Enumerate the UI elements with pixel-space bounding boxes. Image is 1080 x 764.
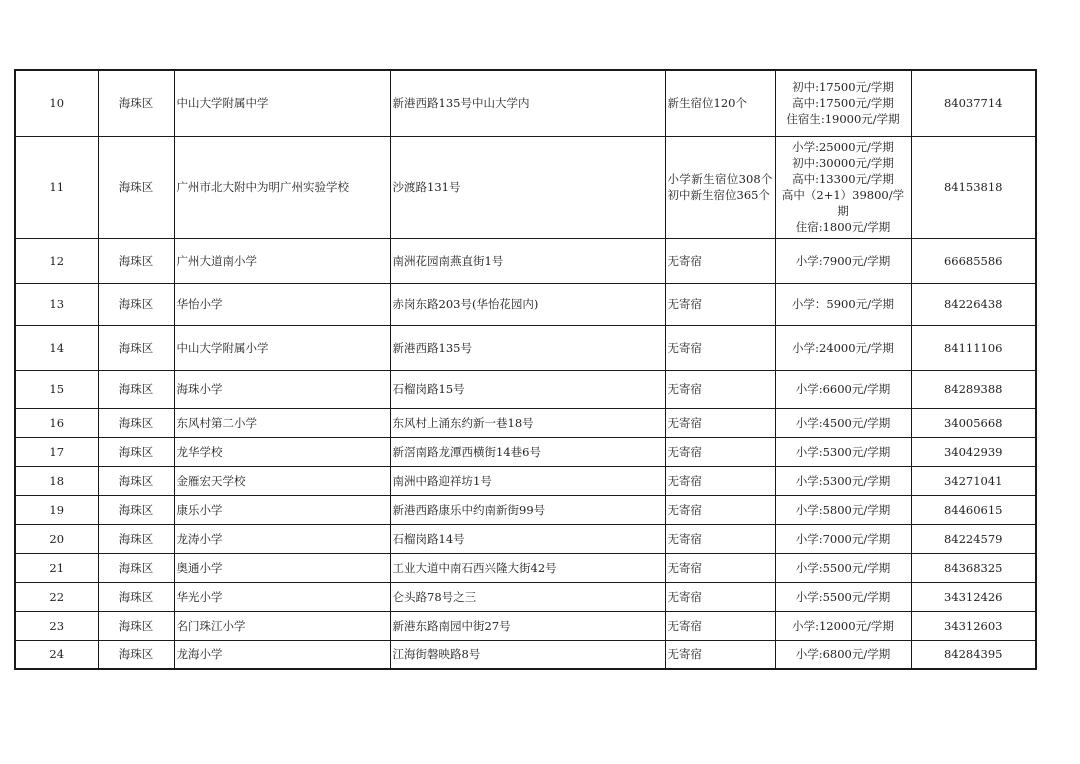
boarding-cell: 无寄宿 <box>665 582 775 611</box>
district-cell: 海珠区 <box>98 70 174 136</box>
row-number-cell: 10 <box>15 70 98 136</box>
boarding-cell: 无寄宿 <box>665 524 775 553</box>
tuition-fee-cell: 小学:7900元/学期 <box>775 238 911 283</box>
phone-cell: 84224579 <box>911 524 1036 553</box>
phone-cell: 84037714 <box>911 70 1036 136</box>
tuition-fee-cell: 小学:6800元/学期 <box>775 640 911 669</box>
school-fee-table <box>14 69 1037 670</box>
district-cell: 海珠区 <box>98 136 174 238</box>
phone-cell: 66685586 <box>911 238 1036 283</box>
boarding-cell: 无寄宿 <box>665 640 775 669</box>
district-cell: 海珠区 <box>98 524 174 553</box>
row-number-cell: 21 <box>15 553 98 582</box>
table-row <box>15 582 1036 611</box>
address-cell: 石榴岗路14号 <box>390 524 665 553</box>
tuition-fee-cell: 小学:4500元/学期 <box>775 408 911 437</box>
tuition-fee-cell: 小学:7000元/学期 <box>775 524 911 553</box>
school-name-cell: 广州市北大附中为明广州实验学校 <box>174 136 390 238</box>
table-row <box>15 553 1036 582</box>
row-number-cell: 17 <box>15 437 98 466</box>
row-number-cell: 12 <box>15 238 98 283</box>
district-cell: 海珠区 <box>98 370 174 408</box>
address-cell: 新滘南路龙潭西横街14巷6号 <box>390 437 665 466</box>
address-cell: 沙渡路131号 <box>390 136 665 238</box>
phone-cell: 84460615 <box>911 495 1036 524</box>
boarding-cell: 无寄宿 <box>665 325 775 370</box>
table-row <box>15 136 1036 238</box>
school-name-cell: 金雁宏天学校 <box>174 466 390 495</box>
school-name-cell: 海珠小学 <box>174 370 390 408</box>
phone-cell: 34312426 <box>911 582 1036 611</box>
tuition-fee-cell: 小学:24000元/学期 <box>775 325 911 370</box>
row-number-cell: 24 <box>15 640 98 669</box>
boarding-cell: 无寄宿 <box>665 437 775 466</box>
table-row <box>15 466 1036 495</box>
tuition-fee-cell: 小学:5800元/学期 <box>775 495 911 524</box>
row-number-cell: 16 <box>15 408 98 437</box>
tuition-fee-cell: 初中:17500元/学期 高中:17500元/学期 住宿生:19000元/学期 <box>775 70 911 136</box>
row-number-cell: 14 <box>15 325 98 370</box>
tuition-fee-cell: 小学：5900元/学期 <box>775 283 911 325</box>
phone-cell: 84289388 <box>911 370 1036 408</box>
table-row <box>15 70 1036 136</box>
tuition-fee-cell: 小学:5300元/学期 <box>775 437 911 466</box>
tuition-fee-cell: 小学:5300元/学期 <box>775 466 911 495</box>
address-cell: 石榴岗路15号 <box>390 370 665 408</box>
row-number-cell: 20 <box>15 524 98 553</box>
boarding-cell: 无寄宿 <box>665 283 775 325</box>
phone-cell: 84226438 <box>911 283 1036 325</box>
school-name-cell: 康乐小学 <box>174 495 390 524</box>
phone-cell: 34042939 <box>911 437 1036 466</box>
table-row <box>15 238 1036 283</box>
district-cell: 海珠区 <box>98 437 174 466</box>
boarding-cell: 新生宿位120个 <box>665 70 775 136</box>
district-cell: 海珠区 <box>98 495 174 524</box>
phone-cell: 84368325 <box>911 553 1036 582</box>
row-number-cell: 18 <box>15 466 98 495</box>
school-name-cell: 中山大学附属中学 <box>174 70 390 136</box>
boarding-cell: 无寄宿 <box>665 370 775 408</box>
school-name-cell: 东风村第二小学 <box>174 408 390 437</box>
district-cell: 海珠区 <box>98 238 174 283</box>
table-row <box>15 370 1036 408</box>
row-number-cell: 15 <box>15 370 98 408</box>
boarding-cell: 无寄宿 <box>665 611 775 640</box>
address-cell: 新港西路康乐中约南新街99号 <box>390 495 665 524</box>
row-number-cell: 13 <box>15 283 98 325</box>
district-cell: 海珠区 <box>98 466 174 495</box>
table-row <box>15 640 1036 669</box>
table-row <box>15 325 1036 370</box>
school-name-cell: 龙海小学 <box>174 640 390 669</box>
district-cell: 海珠区 <box>98 408 174 437</box>
table-row <box>15 495 1036 524</box>
tuition-fee-cell: 小学:5500元/学期 <box>775 553 911 582</box>
address-cell: 赤岗东路203号(华怡花园内) <box>390 283 665 325</box>
district-cell: 海珠区 <box>98 640 174 669</box>
address-cell: 新港西路135号 <box>390 325 665 370</box>
phone-cell: 84284395 <box>911 640 1036 669</box>
school-name-cell: 名门珠江小学 <box>174 611 390 640</box>
table-row <box>15 524 1036 553</box>
phone-cell: 34271041 <box>911 466 1036 495</box>
address-cell: 新港东路南园中街27号 <box>390 611 665 640</box>
address-cell: 南洲花园南燕直街1号 <box>390 238 665 283</box>
phone-cell: 34005668 <box>911 408 1036 437</box>
school-name-cell: 中山大学附属小学 <box>174 325 390 370</box>
school-name-cell: 华光小学 <box>174 582 390 611</box>
tuition-fee-cell: 小学:25000元/学期 初中:30000元/学期 高中:13300元/学期 高中（2+1）39800/学期 住宿:1800元/学期 <box>775 136 911 238</box>
address-cell: 新港西路135号中山大学内 <box>390 70 665 136</box>
phone-cell: 84153818 <box>911 136 1036 238</box>
address-cell: 江海街磐映路8号 <box>390 640 665 669</box>
district-cell: 海珠区 <box>98 582 174 611</box>
school-name-cell: 龙华学校 <box>174 437 390 466</box>
boarding-cell: 无寄宿 <box>665 408 775 437</box>
tuition-fee-cell: 小学:6600元/学期 <box>775 370 911 408</box>
row-number-cell: 11 <box>15 136 98 238</box>
phone-cell: 84111106 <box>911 325 1036 370</box>
table-row <box>15 283 1036 325</box>
school-name-cell: 龙涛小学 <box>174 524 390 553</box>
address-cell: 工业大道中南石西兴隆大街42号 <box>390 553 665 582</box>
address-cell: 东风村上涌东约新一巷18号 <box>390 408 665 437</box>
row-number-cell: 19 <box>15 495 98 524</box>
district-cell: 海珠区 <box>98 611 174 640</box>
address-cell: 南洲中路迎祥坊1号 <box>390 466 665 495</box>
tuition-fee-cell: 小学:5500元/学期 <box>775 582 911 611</box>
address-cell: 仑头路78号之三 <box>390 582 665 611</box>
boarding-cell: 无寄宿 <box>665 553 775 582</box>
table-row <box>15 437 1036 466</box>
district-cell: 海珠区 <box>98 553 174 582</box>
school-name-cell: 奥通小学 <box>174 553 390 582</box>
boarding-cell: 无寄宿 <box>665 238 775 283</box>
phone-cell: 34312603 <box>911 611 1036 640</box>
table-row <box>15 408 1036 437</box>
school-name-cell: 华怡小学 <box>174 283 390 325</box>
row-number-cell: 22 <box>15 582 98 611</box>
table-body <box>15 70 1036 669</box>
district-cell: 海珠区 <box>98 283 174 325</box>
school-name-cell: 广州大道南小学 <box>174 238 390 283</box>
row-number-cell: 23 <box>15 611 98 640</box>
boarding-cell: 无寄宿 <box>665 466 775 495</box>
district-cell: 海珠区 <box>98 325 174 370</box>
boarding-cell: 小学新生宿位308个 初中新生宿位365个 <box>665 136 775 238</box>
table-row <box>15 611 1036 640</box>
boarding-cell: 无寄宿 <box>665 495 775 524</box>
tuition-fee-cell: 小学:12000元/学期 <box>775 611 911 640</box>
